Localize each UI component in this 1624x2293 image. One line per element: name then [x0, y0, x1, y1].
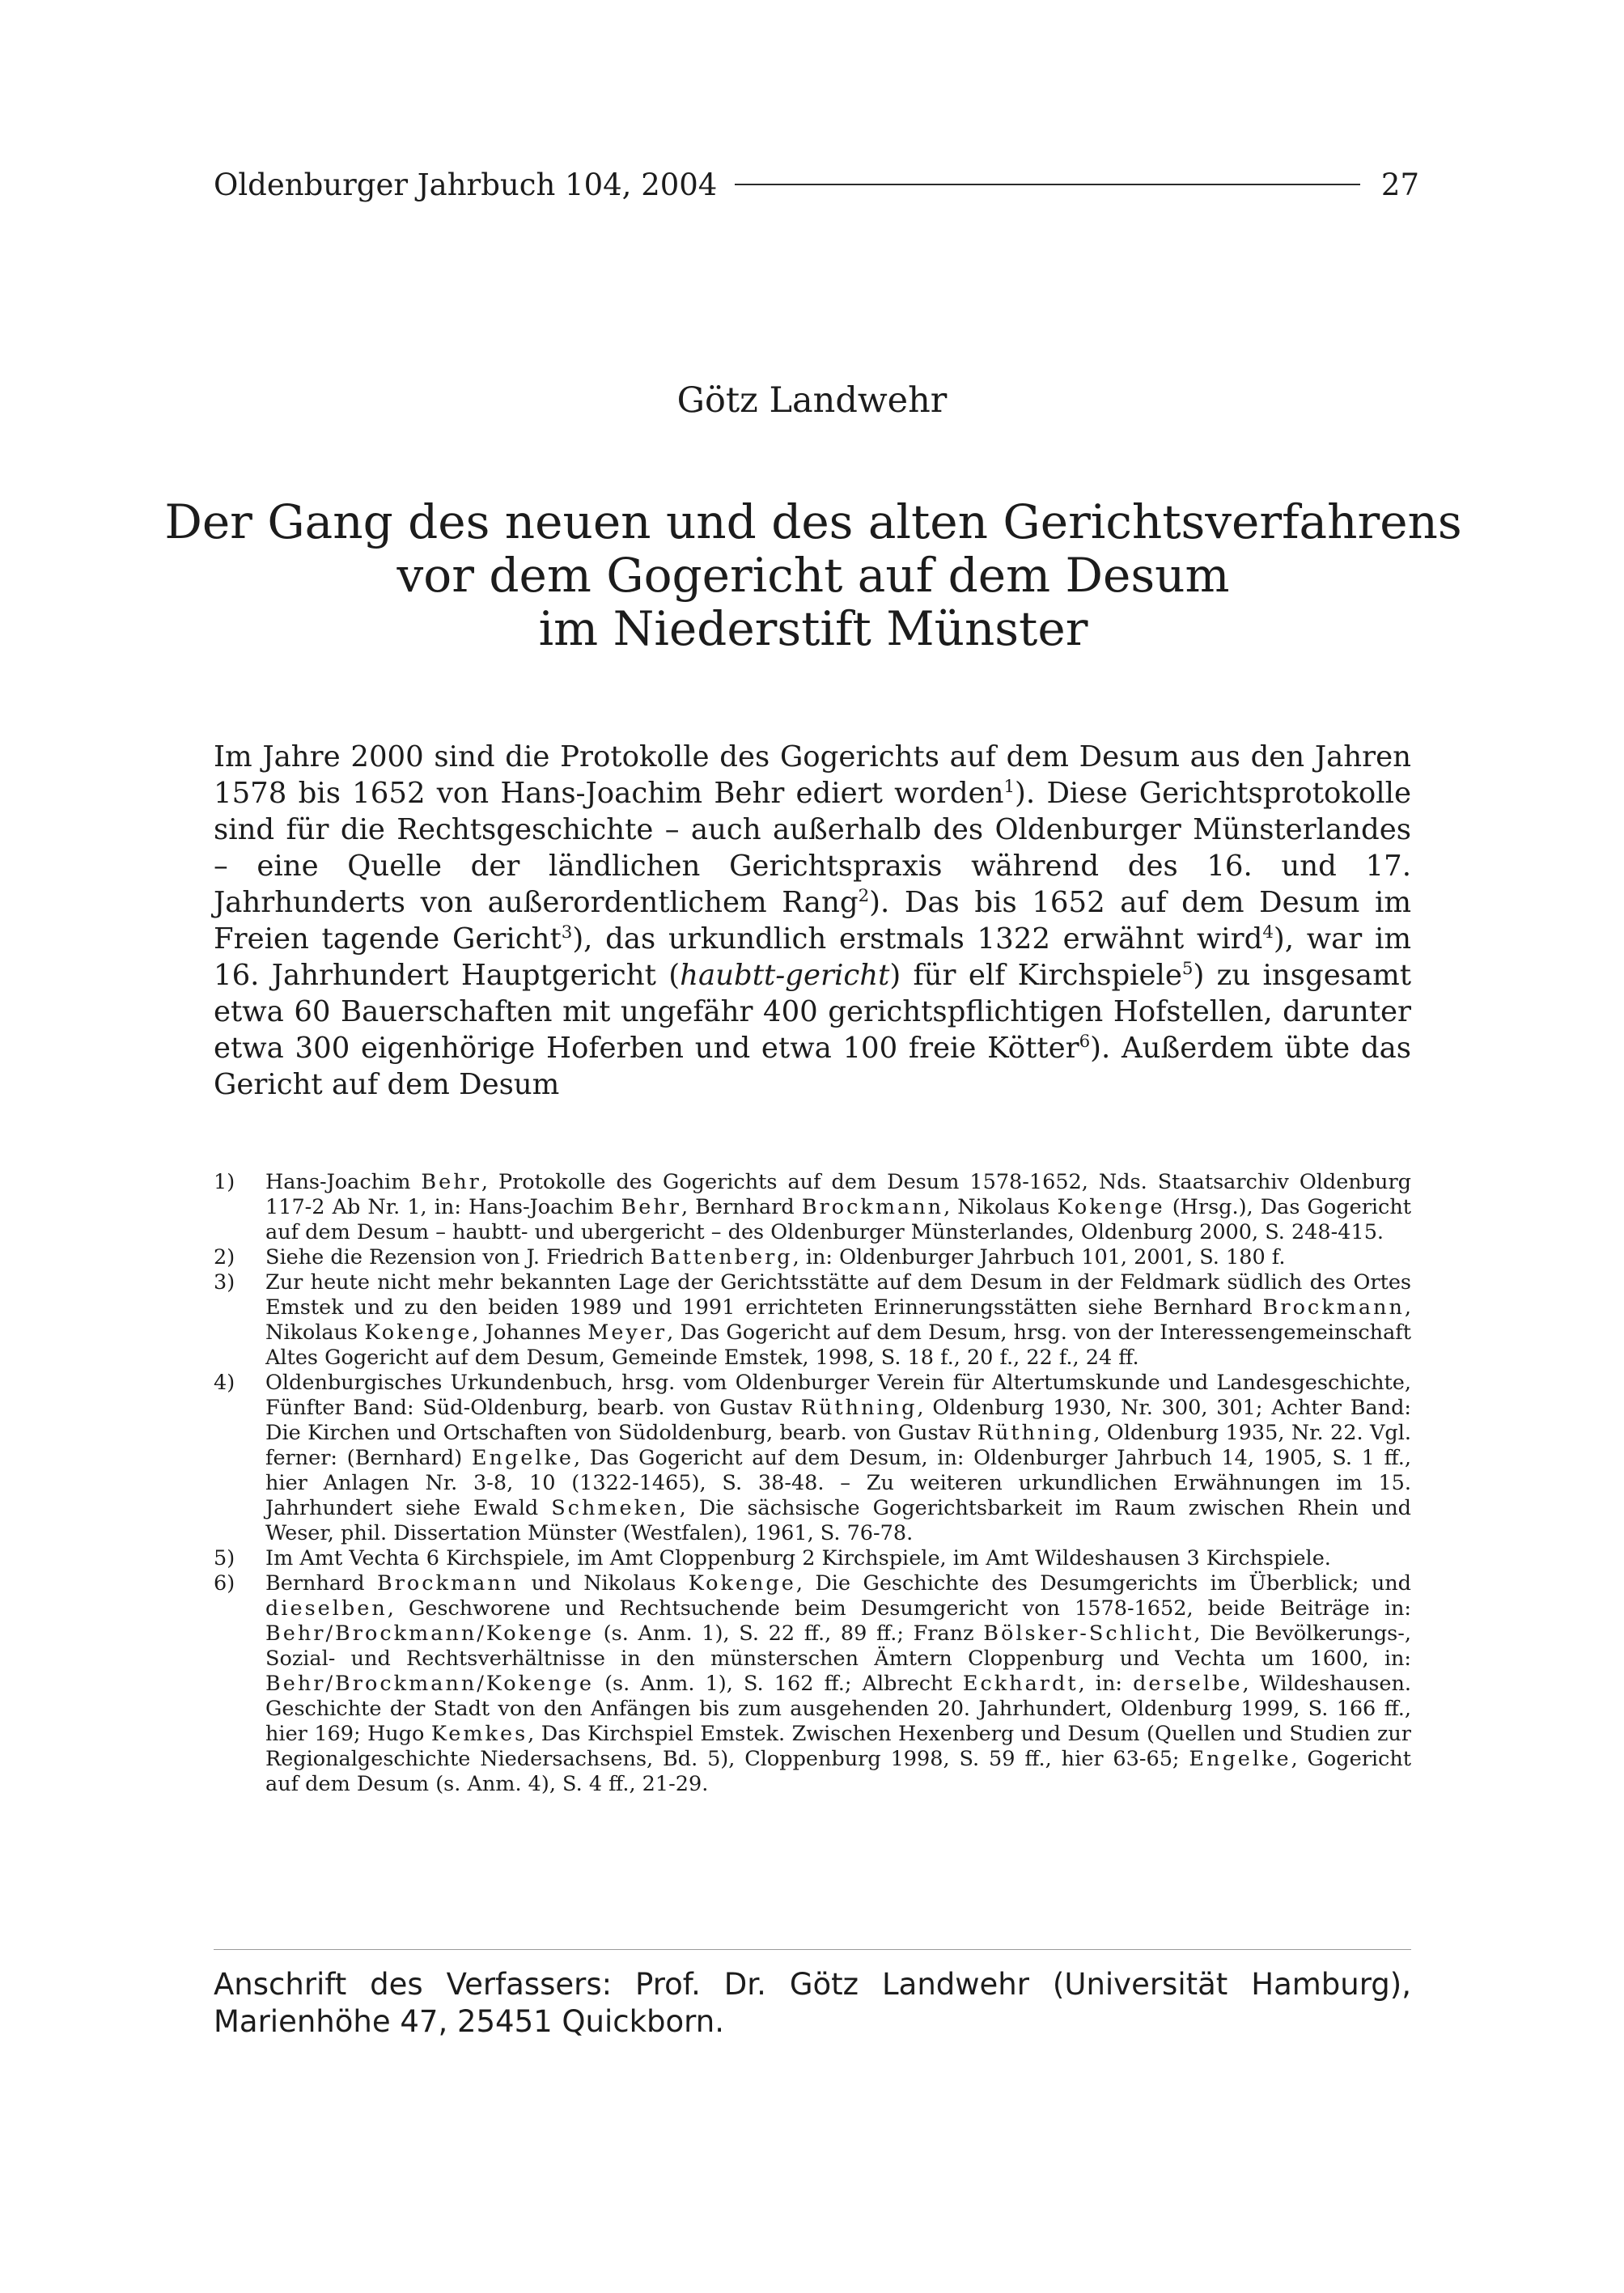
footnote-text-segment: , Bernhard: [681, 1195, 802, 1219]
footnote-text: [265, 1245, 1411, 1270]
body-text-segment: ) für elf Kirchspiele: [889, 959, 1182, 992]
footnote-text-segment: , Nikolaus: [265, 1295, 1411, 1345]
footnote-text-segment: , Johannes: [472, 1320, 588, 1345]
footnote-text-segment: , Die Geschichte des Desumgerichts im Überblick; und: [795, 1571, 1411, 1596]
body-text-segment: ), war im 16. Jahrhundert Hauptgericht (: [214, 922, 1411, 992]
header-rule: [735, 184, 1360, 185]
author-surname: Eckhardt: [962, 1672, 1079, 1696]
footnote-3: [214, 1270, 1411, 1371]
footnote-ref-6[interactable]: 6: [1079, 1032, 1091, 1053]
footnote-text-segment: , Das Kirchspiel Emstek. Zwischen Hexenberg und Desum (Quellen und Studien zur Regionalgeschichte Niedersachsens, Bd. 5), Cloppenburg 1998, S. 59 ff., hier 63-65;: [265, 1722, 1411, 1771]
body-text-segment: ), das urkundlich erstmals 1322 erwähnt wird: [572, 922, 1263, 956]
footnote-text: [265, 1371, 1411, 1546]
footnote-text-segment: Oldenburgisches Urkundenbuch, hrsg. vom Oldenburger Verein für Altertumskunde und Landesgeschichte, Fünfter Band: Süd-Oldenburg, bearb. von Gustav: [265, 1371, 1411, 1420]
footnote-6: [214, 1571, 1411, 1797]
footnote-number: 1): [214, 1170, 235, 1194]
footnote-number: 6): [214, 1571, 235, 1596]
footnote-2: [214, 1245, 1411, 1270]
body-text-segment: ). Diese Gerichtsprotokolle sind für die Rechtsgeschichte – auch außerhalb des Oldenburger Münsterlandes – eine Quelle der ländlichen Gerichtspraxis während des 16. und 17. Jahrhunderts von außerordentlichem Rang: [214, 777, 1411, 919]
footnote-number: 5): [214, 1546, 235, 1570]
journal-reference: Oldenburger Jahrbuch 104, 2004: [214, 167, 718, 202]
footnote-text-segment: , Die Bevölkerungs-, Sozial- und Rechtsverhältnisse in den münsterschen Ämtern Cloppenburg und Vechta um 1600, in:: [265, 1621, 1411, 1671]
title-line-2: vor dem Gogericht auf dem Desum: [396, 548, 1230, 603]
address-separator: [214, 1949, 1411, 1950]
body-text-segment: ). Außerdem übte das Gericht auf dem Desum: [214, 1032, 1411, 1101]
italic-term: haubtt-gericht: [680, 959, 890, 992]
author-surname: Brockmann: [801, 1195, 944, 1219]
footnote-ref-3[interactable]: 3: [561, 922, 573, 943]
footnote-ref-5[interactable]: 5: [1181, 959, 1194, 980]
footnote-text-segment: (s. Anm. 1), S. 162 ff.; Albrecht: [593, 1672, 963, 1696]
footnote-ref-4[interactable]: 4: [1262, 922, 1274, 943]
footnote-5: [214, 1546, 1411, 1571]
footnote-1: [214, 1170, 1411, 1245]
footnote-text-segment: , Nikolaus: [943, 1195, 1058, 1219]
footnote-text: [265, 1546, 1411, 1571]
footnote-text-segment: und Nikolaus: [519, 1571, 689, 1596]
body-text-segment: ) zu insgesamt etwa 60 Bauerschaften mit ungefähr 400 gerichtspflichtigen Hofstellen, darunter etwa 300 eigenhörige Hoferben und etwa 100 freie Kötter: [214, 959, 1412, 1065]
footnote-text-segment: , Gogericht auf dem Desum (s. Anm. 4), S. 4 ff., 21-29.: [265, 1747, 1411, 1796]
page-number: 27: [1380, 167, 1419, 202]
title-line-1: Der Gang des neuen und des alten Gerichtsverfahrens: [164, 494, 1462, 549]
author-surname: Meyer: [587, 1320, 668, 1345]
body-paragraph: [214, 739, 1411, 1103]
footnote-text-segment: (Hrsg.), Das Gogericht auf dem Desum – haubtt- und ubergericht – des Oldenburger Münsterlandes, Oldenburg 2000, S. 248-415.: [265, 1195, 1411, 1244]
footnote-text-segment: (s. Anm. 1), S. 22 ff., 89 ff.; Franz: [593, 1621, 984, 1646]
footnote-text-segment: , Protokolle des Gogerichts auf dem Desum 1578-1652, Nds. Staatsarchiv Oldenburg 117-2 Ab Nr. 1, in: Hans-Joachim: [265, 1170, 1411, 1219]
footnote-text-segment: , Oldenburg 1935, Nr. 22. Vgl. ferner: (Bernhard): [265, 1421, 1411, 1470]
author-surname: Kemkes: [430, 1722, 528, 1746]
running-head: [214, 163, 1419, 206]
author-surname: Brockmann: [1262, 1295, 1405, 1320]
footnote-text-segment: , in:: [1078, 1672, 1134, 1696]
footnote-text-segment: Im Amt Vechta 6 Kirchspiele, im Amt Cloppenburg 2 Kirchspiele, im Amt Wildeshausen 3 Kirchspiele.: [265, 1546, 1331, 1570]
footnote-text-segment: Zur heute nicht mehr bekannten Lage der Gerichtsstätte auf dem Desum in der Feldmark südlich des Ortes Emstek und zu den beiden 1989 und 1991 errichteten Erinnerungsstätten siehe Bernhard: [265, 1270, 1411, 1320]
author-surname: derselbe: [1133, 1672, 1243, 1696]
footnote-text-segment: , Oldenburg 1930, Nr. 300, 301; Achter Band: Die Kirchen und Ortschaften von Südoldenburg, bearb. von Gustav: [265, 1396, 1412, 1445]
footnote-number: 2): [214, 1245, 235, 1269]
footnote-text-segment: Bernhard: [265, 1571, 377, 1596]
footnote-number: 3): [214, 1270, 235, 1295]
footnote-text-segment: Hans-Joachim: [265, 1170, 422, 1194]
footnote-text-segment: , Wildeshausen. Geschichte der Stadt von den Anfängen bis zum ausgehenden 20. Jahrhundert, Oldenburg 1999, S. 166 ff., hier 169; Hugo: [265, 1672, 1411, 1746]
author-address: Anschrift des Verfassers: Prof. Dr. Götz Landwehr (Universität Hamburg), Marienhöhe 47, 25451 Quickborn.: [214, 1967, 1411, 2039]
footnote-4: [214, 1371, 1411, 1546]
footnote-ref-1[interactable]: 1: [1003, 777, 1016, 798]
footnote-text-segment: Siehe die Rezension von J. Friedrich: [265, 1245, 651, 1269]
author-surname: Rüthning: [800, 1396, 918, 1420]
body-text-segment: ). Das bis 1652 auf dem Desum im Freien tagende Gericht: [214, 886, 1411, 956]
footnote-number: 4): [214, 1371, 235, 1395]
footnote-text: [265, 1170, 1411, 1245]
footnote-text: [265, 1270, 1411, 1371]
footnote-text-segment: , Das Gogericht auf dem Desum, hrsg. von der Interessengemeinschaft Altes Gogericht auf dem Desum, Gemeinde Emstek, 1998, S. 18 f., 20 f., 22 f., 24 ff.: [265, 1320, 1411, 1370]
author-surname: Kokenge: [364, 1320, 473, 1345]
body-text: [214, 739, 1411, 1103]
footnote-text-segment: , in: Oldenburger Jahrbuch 101, 2001, S. 180 f.: [792, 1245, 1286, 1269]
author-surname: Behr: [621, 1195, 681, 1219]
title-line-3: im Niederstift Münster: [538, 601, 1088, 656]
author-surname: Brockmann: [376, 1571, 519, 1596]
footnote-text-segment: , Die sächsische Gogerichtsbarkeit im Raum zwischen Rhein und Weser, phil. Dissertation Münster (Westfalen), 1961, S. 76-78.: [265, 1496, 1411, 1545]
author-name: Götz Landwehr: [676, 380, 948, 421]
author-surname: Behr: [421, 1170, 481, 1194]
author-surname: Bölsker-Schlicht: [983, 1621, 1194, 1646]
footnote-text-segment: , Geschworene und Rechtsuchende beim Desumgericht von 1578-1652, beide Beiträge in:: [387, 1596, 1411, 1621]
footnotes: [214, 1170, 1411, 1797]
article-title: [146, 495, 1481, 655]
footnote-ref-2[interactable]: 2: [858, 886, 870, 907]
footnote-text-segment: , Das Gogericht auf dem Desum, in: Oldenburger Jahrbuch 14, 1905, S. 1 ff., hier Anlagen Nr. 3-8, 10 (1322-1465), S. 38-48. – Zu weiteren urkundlichen Erwähnungen im 15. Jahrhundert siehe Ewald: [265, 1446, 1411, 1520]
author-surname: Behr/Brockmann/Kokenge: [265, 1621, 594, 1646]
author-surname: Kokenge: [1057, 1195, 1165, 1219]
author-surname: Battenberg: [650, 1245, 793, 1269]
author-surname: Schmeken: [551, 1496, 680, 1520]
author-surname: Kokenge: [688, 1571, 796, 1596]
author-surname: Engelke: [1189, 1747, 1291, 1771]
footnote-text: [265, 1571, 1411, 1797]
author-surname: dieselben: [265, 1596, 388, 1621]
author-surname: Rüthning: [977, 1421, 1094, 1445]
author-surname: Behr/Brockmann/Kokenge: [265, 1672, 594, 1696]
author-surname: Engelke: [471, 1446, 574, 1470]
body-text-segment: Im Jahre 2000 sind die Protokolle des Gogerichts auf dem Desum aus den Jahren 1578 bis 1652 von Hans-Joachim Behr ediert worden: [214, 740, 1411, 810]
